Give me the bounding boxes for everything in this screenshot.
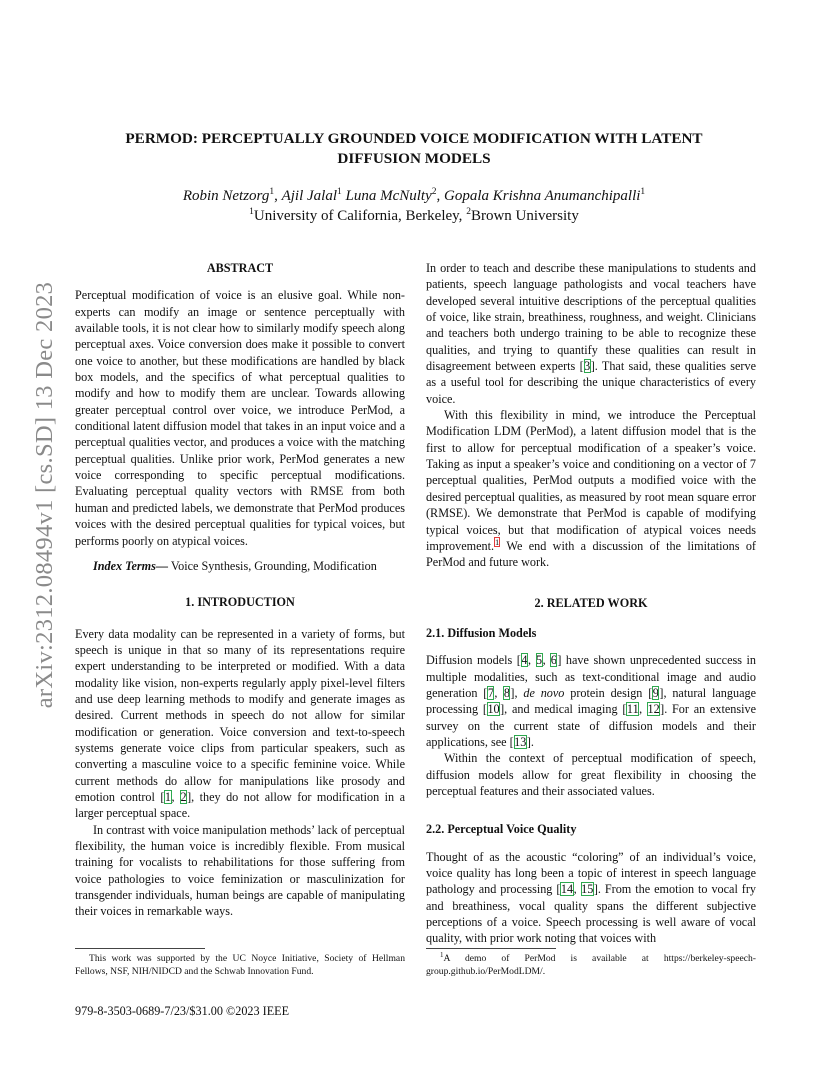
demo-footnote: $^1$A demo of PerMod is available at https://berkeley-speech-group.github.io/PerModLDM/. bbox=[426, 951, 756, 977]
right-column bbox=[426, 260, 756, 947]
paper-title: PERMOD: PERCEPTUALLY GROUNDED VOICE MODIFICATION WITH LATENT DIFFUSION MODELS bbox=[125, 130, 703, 167]
diffusion-paragraph-1: Diffusion models [4, 5, 6] have shown unprecedented success in multiple modalities, such as text-conditional image and audio generation [7, 8], de novo protein design [9], natural language processing [10], and medical imaging [11, 12]. For an extensive survey on the current state of diffusion models and their applications, see [13]. bbox=[426, 653, 756, 749]
voice-quality-paragraph: Thought of as the acoustic “coloring” of an individual’s voice, voice quality has long been a topic of interest in speech language pathology and processing [14, 15]. From the emotion to vocal fry and breathiness, vocal quality spans the different subjective perceptions of a voice. Speech processing is well aware of vocal quality, with prior work noting that voices with bbox=[426, 849, 757, 946]
citation-link[interactable]: 3 bbox=[584, 359, 591, 374]
intro-paragraph-3: In order to teach and describe these manipulations to students and patients, speech language pathologists and vocal teachers have developed several intuitive descriptions of the perceptual qualities of voice, like strain, breathiness, roughness, and weight. Clinicians and teachers both undergo training to be able to recognize these qualities, and trying to quantify these qualities can result in disagreement between experts [3]. That said, these qualities serve as a useful tool for describing the unique characteristics of every voice. bbox=[426, 261, 756, 406]
citation-link[interactable]: 14 bbox=[560, 882, 574, 897]
affiliations: $^1$University of California, Berkeley, $^2$Brown University bbox=[249, 207, 579, 224]
citation-link[interactable]: 5 bbox=[536, 653, 543, 668]
intro-paragraph-4: With this flexibility in mind, we introduce the Perceptual Modification LDM (PerMod), a latent diffusion model that is the first to allow for perceptual modification of a speaker’s voice. Taking as input a speaker’s voice and conditioning on a vector of 7 perceptual qualities, PerMod outputs a modified voice with the desired perceptual qualities, as measured by root mean square error (RMSE). We demonstrate that PerMod is capable of modifying typical voices, but that modification of atypical voices needs improvement.$^1$ We end with a discussion of the limitations of PerMod and future work. bbox=[426, 408, 756, 570]
diffusion-paragraph-2: Within the context of perceptual modification of speech, diffusion models allow for great flexibility in choosing the perceptual features and their associated values. bbox=[426, 751, 756, 798]
funding-footnote: This work was supported by the UC Noyce Initiative, Society of Hellman Fellows, NSF, NIH/NIDCD and the Schwab Innovation Fund. bbox=[75, 953, 405, 977]
arxiv-side-stamp bbox=[22, 281, 68, 709]
intro-paragraph-1: Every data modality can be represented in a variety of forms, but speech is unique in that so many of its representations require expert understanding to be interpreted or modified. With a data modality like vision, non-experts regularly apply pixel-level filters and use deep learning methods to modify and generate images as desired. Current methods in speech do not allow for similar modification or generation. Voice conversion and text-to-speech systems generate voice clips from particular speakers, such as converting a masculine voice to a specific feminine voice. While current methods do allow for manipulations like prosody and emotion control [1, 2], they do not allow for modification in a larger perceptual space. bbox=[75, 626, 405, 821]
author-list: Robin Netzorg$^1$, Ajil Jalal$^1$ Luna McNulty$^2$, Gopala Krishna Anumanchipalli$^1$ bbox=[182, 187, 646, 204]
abstract-text: Perceptual modification of voice is an elusive goal. While non-experts can modify an image or sentence perceptually with available tools, it is not clear how to similarly modify speech along perceptual axes. Voice conversion does make it possible to convert one voice to another, but these modifications are handled by black box models, and the specifics of what perceptual qualities to modify and how to modify them are unclear. Towards allowing greater perceptual control over voice, we introduce PerMod, a conditional latent diffusion model that takes in an input voice and a perceptual qualities vector, and produces a voice with the matching perceptual qualities. Unlike prior work, PerMod generates a new voice corresponding to specific perceptual modifications. Evaluating perceptual quality vectors with RMSE from both human and predicted labels, we demonstrate that PerMod produces voices with the desired perceptual qualities for typical voices, but performs poorly on atypical voices. bbox=[75, 288, 405, 548]
arxiv-identifier: arXiv:2312.08494v1 [cs.SD] 13 Dec 2023 bbox=[31, 281, 58, 709]
index-terms: Index Terms— Voice Synthesis, Grounding, Modification bbox=[93, 558, 377, 573]
citation-link[interactable]: 8 bbox=[503, 685, 510, 700]
author-name: Luna McNulty bbox=[345, 188, 432, 204]
citation-link[interactable]: 2 bbox=[180, 789, 187, 804]
citation-link[interactable]: 12 bbox=[647, 702, 660, 717]
footnote-link[interactable]: 1 bbox=[495, 536, 500, 547]
footnote-rule-left bbox=[75, 948, 205, 949]
citation-link[interactable]: 15 bbox=[581, 882, 594, 897]
citation-link[interactable]: 1 bbox=[164, 789, 172, 804]
citation-link[interactable]: 7 bbox=[487, 685, 494, 700]
related-work-heading: 2. RELATED WORK bbox=[534, 595, 648, 610]
abstract-heading: ABSTRACT bbox=[206, 261, 274, 275]
voice-quality-heading: 2.2. Perceptual Voice Quality bbox=[426, 822, 577, 837]
citation-link[interactable]: 9 bbox=[652, 685, 659, 700]
author-name: Robin Netzorg bbox=[182, 188, 270, 204]
author-name: Ajil Jalal bbox=[281, 188, 338, 204]
introduction-heading: 1. INTRODUCTION bbox=[185, 595, 295, 610]
author-name: Gopala Krishna Anumanchipalli bbox=[444, 188, 641, 204]
footnote-rule-right bbox=[426, 948, 556, 949]
left-column bbox=[75, 260, 405, 920]
citation-link[interactable]: 4 bbox=[521, 653, 528, 668]
citation-link[interactable]: 13 bbox=[514, 734, 527, 749]
intro-paragraph-2: In contrast with voice manipulation methods’ lack of perceptual flexibility, the human voice is incredibly flexible. From musical training for vocalists to rehabilitations for those suffering from voice pathologies to voice feminization or masculinization for transgender individuals, human beings are capable of manipulating their voices in remarkable ways. bbox=[75, 822, 405, 919]
copyright-notice: 979-8-3503-0689-7/23/$31.00 ©2023 IEEE bbox=[75, 1004, 290, 1018]
author-block bbox=[90, 186, 738, 226]
citation-link[interactable]: 6 bbox=[550, 653, 557, 668]
citation-link[interactable]: 10 bbox=[487, 702, 500, 717]
diffusion-models-heading: 2.1. Diffusion Models bbox=[426, 625, 537, 640]
citation-link[interactable]: 11 bbox=[626, 702, 639, 717]
